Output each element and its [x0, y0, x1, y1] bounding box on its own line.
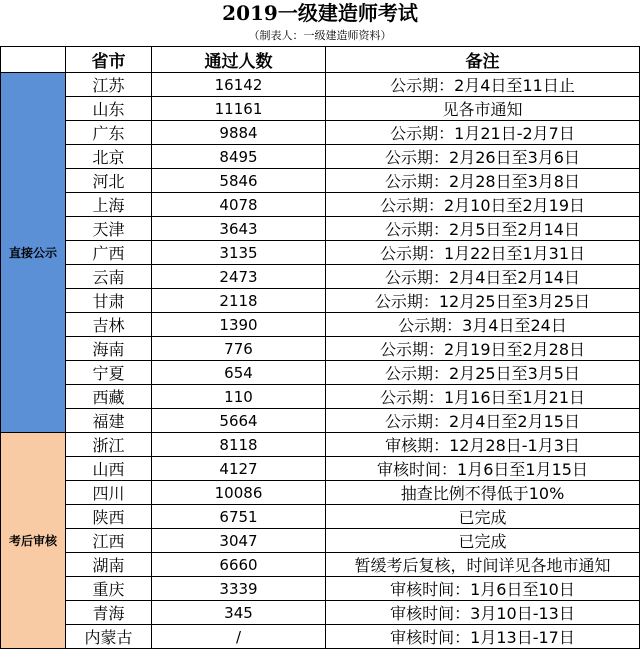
header-group [1, 47, 66, 73]
note-cell: 公示期：12月25日至3月25日 [326, 289, 640, 313]
table-row [1, 481, 640, 505]
province-cell: 宁夏 [66, 361, 152, 385]
count-cell: 5846 [152, 169, 326, 193]
table-row [1, 217, 640, 241]
note-cell: 审核时间：3月10日-13日 [326, 601, 640, 625]
count-cell: 2473 [152, 265, 326, 289]
table-row [1, 601, 640, 625]
table-row [1, 457, 640, 481]
count-cell: 3643 [152, 217, 326, 241]
note-cell: 公示期：2月4日至2月14日 [326, 265, 640, 289]
table-row [1, 625, 640, 649]
table-row [1, 409, 640, 433]
table-row [1, 241, 640, 265]
note-cell: 抽查比例不得低于10% [326, 481, 640, 505]
province-cell: 江苏 [66, 73, 152, 97]
table-row [1, 361, 640, 385]
province-cell: 内蒙古 [66, 625, 152, 649]
province-cell: 山东 [66, 97, 152, 121]
count-cell: 345 [152, 601, 326, 625]
note-cell: 公示期：2月5日至2月14日 [326, 217, 640, 241]
count-cell: 110 [152, 385, 326, 409]
count-cell: 1390 [152, 313, 326, 337]
table-title: 2019一级建造师考试 [222, 1, 418, 25]
results-table [0, 46, 640, 649]
count-cell: 776 [152, 337, 326, 361]
table-row [1, 265, 640, 289]
table-body [1, 73, 640, 649]
count-cell: 4078 [152, 193, 326, 217]
count-cell: 9884 [152, 121, 326, 145]
table-row [1, 433, 640, 457]
header-province: 省市 [66, 47, 152, 73]
note-cell: 暂缓考后复核，时间详见各地市通知 [326, 553, 640, 577]
count-cell: 6660 [152, 553, 326, 577]
province-cell: 四川 [66, 481, 152, 505]
count-cell: / [152, 625, 326, 649]
count-cell: 8495 [152, 145, 326, 169]
note-cell: 已完成 [326, 529, 640, 553]
province-cell: 甘肃 [66, 289, 152, 313]
note-cell: 公示期：2月28日至3月8日 [326, 169, 640, 193]
group-label: 考后审核 [1, 433, 66, 649]
count-cell: 8118 [152, 433, 326, 457]
note-cell: 公示期：2月26日至3月6日 [326, 145, 640, 169]
note-cell: 公示期：3月4日至24日 [326, 313, 640, 337]
note-cell: 公示期：1月16日至1月21日 [326, 385, 640, 409]
count-cell: 3135 [152, 241, 326, 265]
note-cell: 公示期：2月19日至2月28日 [326, 337, 640, 361]
count-cell: 3047 [152, 529, 326, 553]
province-cell: 山西 [66, 457, 152, 481]
count-cell: 6751 [152, 505, 326, 529]
header-row [1, 47, 640, 73]
count-cell: 4127 [152, 457, 326, 481]
note-cell: 公示期：2月10日至2月19日 [326, 193, 640, 217]
table-row [1, 169, 640, 193]
count-cell: 10086 [152, 481, 326, 505]
province-cell: 重庆 [66, 577, 152, 601]
province-cell: 广西 [66, 241, 152, 265]
header-note: 备注 [326, 47, 640, 73]
note-cell: 公示期：2月25日至3月5日 [326, 361, 640, 385]
province-cell: 浙江 [66, 433, 152, 457]
table-row [1, 577, 640, 601]
note-cell: 审核时间：1月13日-17日 [326, 625, 640, 649]
table-row [1, 145, 640, 169]
province-cell: 天津 [66, 217, 152, 241]
count-cell: 654 [152, 361, 326, 385]
table-row [1, 529, 640, 553]
note-cell: 审核时间：1月6日至1月15日 [326, 457, 640, 481]
table-row [1, 553, 640, 577]
table-row [1, 337, 640, 361]
province-cell: 吉林 [66, 313, 152, 337]
note-cell: 见各市通知 [326, 97, 640, 121]
table-row [1, 73, 640, 97]
note-cell: 公示期：1月22日至1月31日 [326, 241, 640, 265]
province-cell: 北京 [66, 145, 152, 169]
count-cell: 11161 [152, 97, 326, 121]
province-cell: 湖南 [66, 553, 152, 577]
province-cell: 河北 [66, 169, 152, 193]
note-cell: 公示期：1月21日-2月7日 [326, 121, 640, 145]
province-cell: 陕西 [66, 505, 152, 529]
province-cell: 青海 [66, 601, 152, 625]
table-row [1, 505, 640, 529]
note-cell: 审核时间：1月6日至10日 [326, 577, 640, 601]
table-subtitle: （制表人：一级建造师资料） [248, 29, 392, 42]
province-cell: 西藏 [66, 385, 152, 409]
header-count: 通过人数 [152, 47, 326, 73]
group-label: 直接公示 [1, 73, 66, 433]
count-cell: 5664 [152, 409, 326, 433]
table-row [1, 193, 640, 217]
province-cell: 云南 [66, 265, 152, 289]
province-cell: 福建 [66, 409, 152, 433]
note-cell: 公示期：2月4日至11日止 [326, 73, 640, 97]
province-cell: 广东 [66, 121, 152, 145]
table-row [1, 385, 640, 409]
province-cell: 上海 [66, 193, 152, 217]
table-row [1, 121, 640, 145]
count-cell: 16142 [152, 73, 326, 97]
table-row [1, 97, 640, 121]
note-cell: 审核期：12月28日-1月3日 [326, 433, 640, 457]
count-cell: 2118 [152, 289, 326, 313]
province-cell: 海南 [66, 337, 152, 361]
note-cell: 已完成 [326, 505, 640, 529]
province-cell: 江西 [66, 529, 152, 553]
table-row [1, 313, 640, 337]
table-row [1, 289, 640, 313]
count-cell: 3339 [152, 577, 326, 601]
note-cell: 公示期：2月4日至2月15日 [326, 409, 640, 433]
